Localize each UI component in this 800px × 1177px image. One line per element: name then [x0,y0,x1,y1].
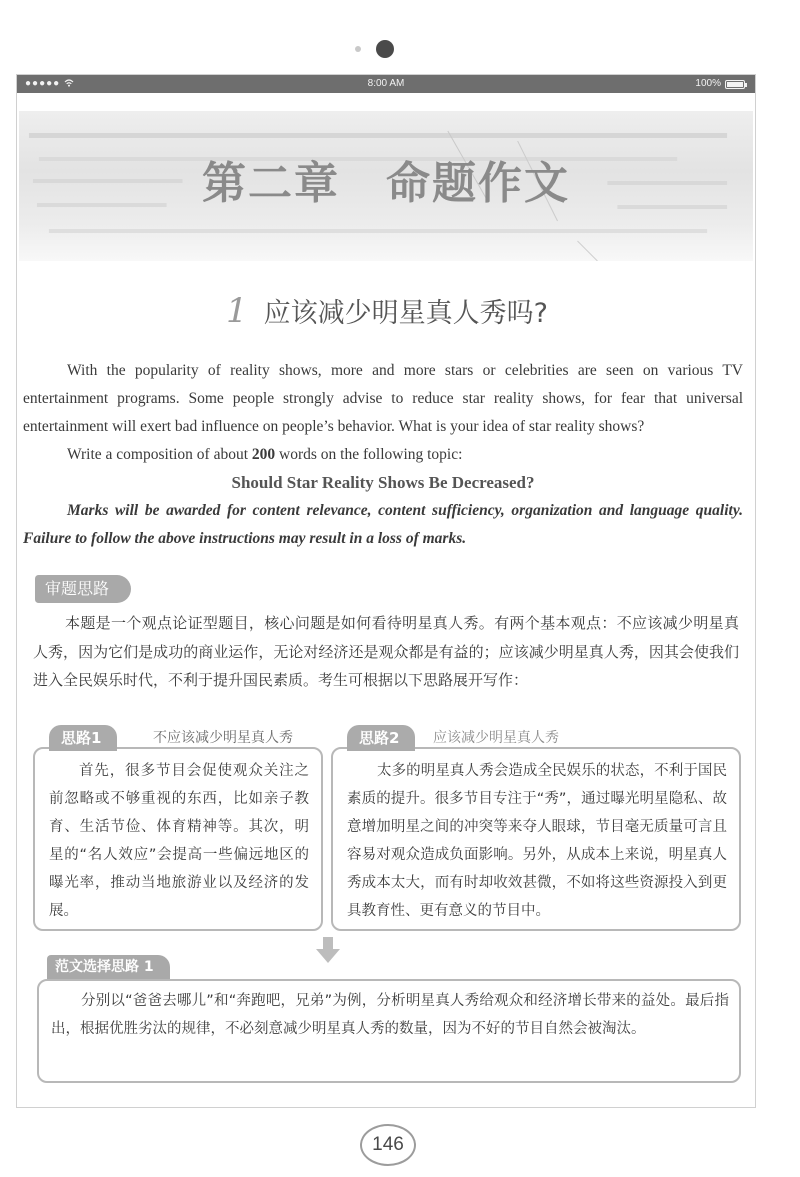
battery-fill [727,82,743,87]
idea-card-1 [33,729,323,931]
idea-body-2: 太多的明星真人秀会造成全民娱乐的状态，不利于国民素质的提升。很多节目专注于“秀”，通过曝光明星隐私、故意增加明星之间的冲突等来夺人眼球，节目毫无质量可言且容易对观众造成负面影响。另外，从成本上来说，明星真人秀成本太大，而有时却收效甚微，不如将这些资源投入到更具教育性、更有意义的节目中。 [347,763,727,919]
status-time: 8:00 AM [367,78,405,89]
page-number: 146 [360,1124,416,1166]
down-arrow-icon [316,937,340,963]
prompt-paragraph: With the popularity of reality shows, more and more stars or celebrities are seen on various TV entertainment programs. Some people strongly advise to reduce star reality shows, for fear that universal entertainment will exert bad influence on people’s behavior. What is your idea of star reality shows? [23,362,743,435]
chapter-title: 第二章 命题作文 [202,158,570,209]
idea-body-1: 首先，很多节目会促使观众关注之前忽略或不够重视的东西，比如亲子教育、生活节俭、体育精神等。其次，明星的“名人效应”会提高一些偏远地区的曝光率，推动当地旅游业以及经济的发展。 [49,763,309,919]
idea-caption-2: 应该减少明星真人秀 [433,730,559,746]
idea-tab-1: 思路1 [49,725,117,751]
word-count: 200 [251,446,276,463]
section-heading [17,291,756,331]
camera-dots [0,40,800,60]
analysis-text: 本题是一个观点论证型题目，核心问题是如何看待明星真人秀。有两个基本观点：不应该减少明星真人秀，因为它们是成功的商业运作，无论对经济还是观众都是有益的；应该减少明星真人秀，因其会使我们进入全民娱乐时代，不利于提升国民素质。考生可根据以下思路展开写作： [33,614,739,689]
model-essay-card [37,979,741,1083]
chapter-banner [19,111,753,261]
essay-prompt [23,357,743,553]
analysis-text-block [33,609,739,695]
marking-note: Marks will be awarded for content relevance, content sufficiency, organization and language quality. Failure to follow the above instructions may result in a loss of marks. [23,502,743,547]
model-essay-label: 范文选择思路 1 [47,955,170,979]
tablet-screen [16,74,756,1108]
prompt-instruction: Write a composition of about 200 words on the following topic: [67,446,463,463]
idea-tab-2: 思路2 [347,725,415,751]
analysis-label: 审题思路 [35,575,131,603]
signal-dots: ●●●●● [25,78,64,89]
battery-label: 100% [695,78,721,89]
essay-topic: Should Star Reality Shows Be Decreased? [231,473,535,492]
section-title: 应该减少明星真人秀吗? [263,298,548,329]
model-essay-body: 分别以“爸爸去哪儿”和“奔跑吧，兄弟”为例，分析明星真人秀给观众和经济增长带来的益处。最后指出，根据优胜劣汰的规律，不必刻意减少明星真人秀的数量，因为不好的节目自然会被淘汰。 [51,993,729,1037]
idea-card-2 [331,729,741,931]
section-number: 1 [226,291,248,331]
battery-icon [725,80,745,89]
sensor-dot [355,46,361,52]
battery-indicator [695,75,745,93]
idea-caption-1: 不应该减少明星真人秀 [153,730,293,746]
camera-lens [376,40,394,58]
status-bar [17,75,755,93]
